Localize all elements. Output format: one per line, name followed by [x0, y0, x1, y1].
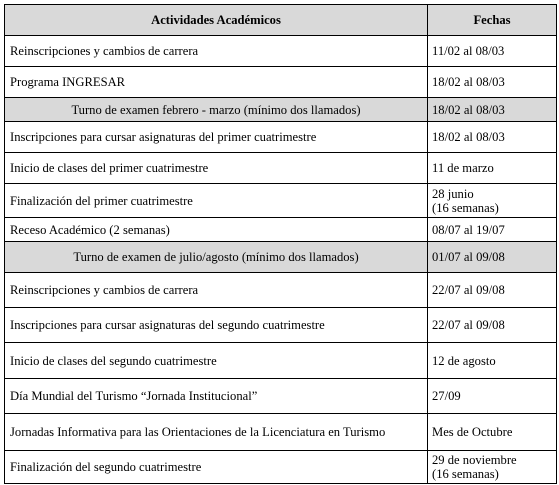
- table-row: [5, 153, 557, 184]
- table-row: [5, 451, 557, 484]
- table-row: [5, 122, 557, 153]
- date-cell: 27/09: [428, 379, 557, 414]
- table-body: [5, 36, 557, 484]
- activity-cell: Reinscripciones y cambios de carrera: [5, 36, 428, 67]
- table-row: [5, 36, 557, 67]
- activity-cell: Receso Académico (2 semanas): [5, 218, 428, 242]
- activity-cell: Turno de examen de julio/agosto (mínimo dos llamados): [5, 242, 428, 273]
- date-cell: 29 de noviembre (16 semanas): [428, 451, 557, 484]
- date-cell: Mes de Octubre: [428, 414, 557, 451]
- date-cell: 22/07 al 09/08: [428, 308, 557, 343]
- header-activities: Actividades Académicos: [5, 5, 428, 36]
- activity-cell: Día Mundial del Turismo “Jornada Institucional”: [5, 379, 428, 414]
- table-row: [5, 343, 557, 379]
- date-cell: 18/02 al 08/03: [428, 98, 557, 122]
- activity-cell: Inscripciones para cursar asignaturas del segundo cuatrimestre: [5, 308, 428, 343]
- table-row: [5, 242, 557, 273]
- date-cell: 28 junio (16 semanas): [428, 184, 557, 218]
- activity-cell: Turno de examen febrero - marzo (mínimo dos llamados): [5, 98, 428, 122]
- date-cell: 11 de marzo: [428, 153, 557, 184]
- activity-cell: Reinscripciones y cambios de carrera: [5, 273, 428, 308]
- table-row: [5, 379, 557, 414]
- header-dates: Fechas: [428, 5, 557, 36]
- header-row: [5, 5, 557, 36]
- activity-cell: Programa INGRESAR: [5, 67, 428, 98]
- date-cell: 11/02 al 08/03: [428, 36, 557, 67]
- table-row: [5, 218, 557, 242]
- activity-cell: Jornadas Informativa para las Orientaciones de la Licenciatura en Turismo: [5, 414, 428, 451]
- activity-cell: Inicio de clases del segundo cuatrimestre: [5, 343, 428, 379]
- table-row: [5, 98, 557, 122]
- activity-cell: Finalización del primer cuatrimestre: [5, 184, 428, 218]
- date-cell: 18/02 al 08/03: [428, 67, 557, 98]
- date-cell: 22/07 al 09/08: [428, 273, 557, 308]
- activity-cell: Inicio de clases del primer cuatrimestre: [5, 153, 428, 184]
- table-row: [5, 67, 557, 98]
- date-cell: 18/02 al 08/03: [428, 122, 557, 153]
- table-row: [5, 273, 557, 308]
- activity-cell: Inscripciones para cursar asignaturas del primer cuatrimestre: [5, 122, 428, 153]
- table-row: [5, 184, 557, 218]
- date-cell: 12 de agosto: [428, 343, 557, 379]
- date-cell: 01/07 al 09/08: [428, 242, 557, 273]
- table-row: [5, 414, 557, 451]
- date-cell: 08/07 al 19/07: [428, 218, 557, 242]
- activity-cell: Finalización del segundo cuatrimestre: [5, 451, 428, 484]
- table-row: [5, 308, 557, 343]
- academic-calendar-table: [4, 4, 557, 484]
